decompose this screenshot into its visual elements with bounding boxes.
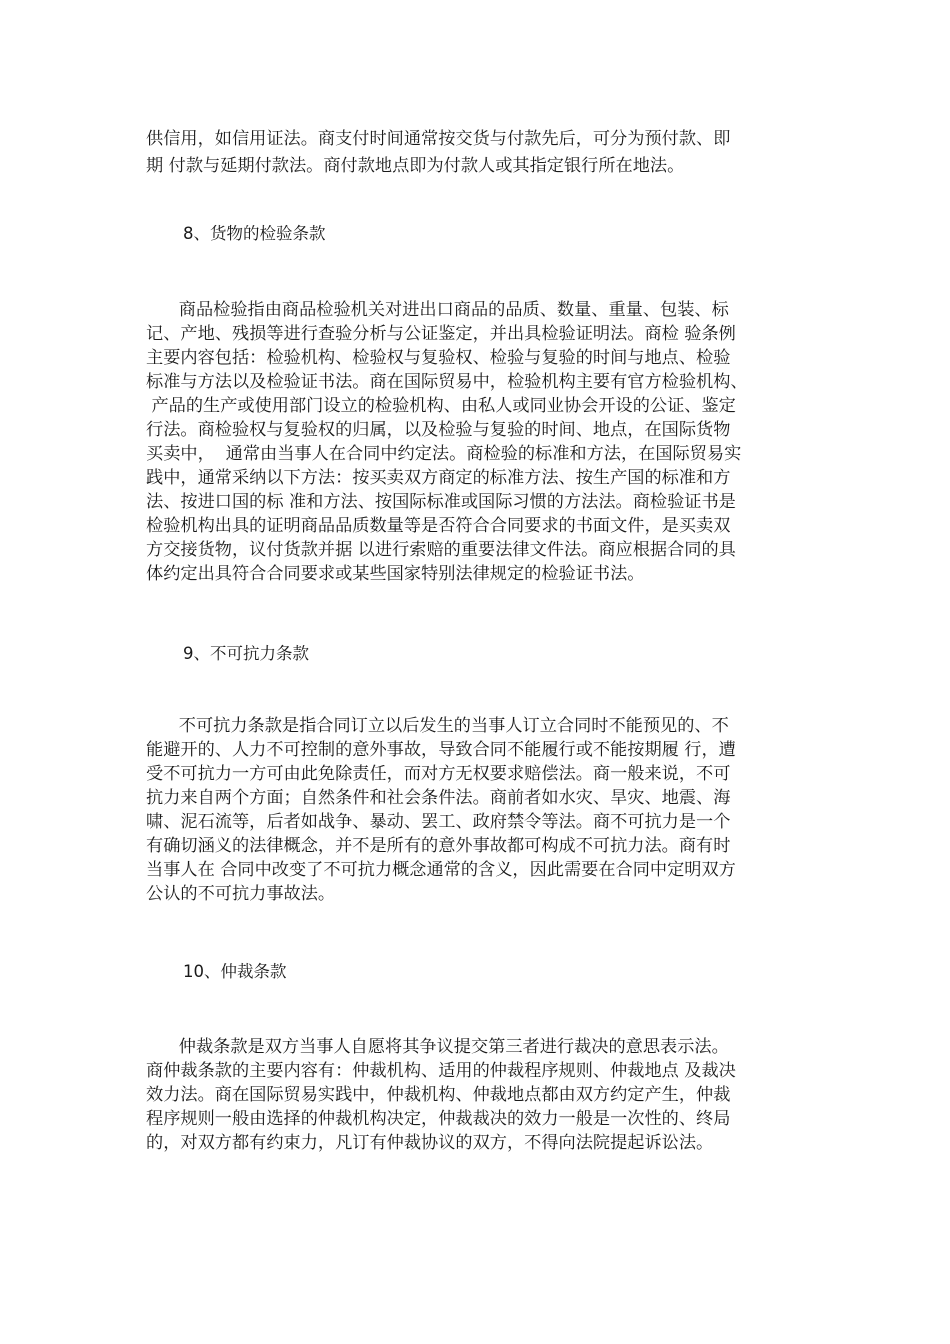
paragraph-line: 当事人在 合同中改变了不可抗力概念通常的含义，因此需要在合同中定明双方	[146, 860, 736, 880]
paragraph-line: 啸、泥石流等，后者如战争、暴动、罢工、政府禁令等法。商不可抗力是一个	[146, 812, 731, 832]
paragraph-line: 程序规则一般由选择的仲裁机构决定，仲裁裁决的效力一般是一次性的、终局	[146, 1109, 731, 1129]
section-heading: 8、货物的检验条款	[183, 224, 326, 243]
paragraph-line: 买卖中， 通常由当事人在合同中约定法。商检验的标准和方法，在国际贸易实	[146, 444, 742, 464]
paragraph-line: 法、按进口国的标 准和方法、按国际标准或国际习惯的方法法。商检验证书是	[146, 492, 736, 512]
paragraph-line: 供信用，如信用证法。商支付时间通常按交货与付款先后，可分为预付款、即	[146, 129, 731, 149]
section-heading: 9、不可抗力条款	[183, 644, 309, 663]
paragraph-line: 仲裁条款是双方当事人自愿将其争议提交第三者进行裁决的意思表示法。	[146, 1037, 729, 1057]
section-heading: 10、仲裁条款	[183, 962, 287, 981]
paragraph-line: 践中，通常采纳以下方法：按买卖双方商定的标准方法、按生产国的标准和方	[146, 468, 731, 488]
paragraph-line: 商品检验指由商品检验机关对进出口商品的品质、数量、重量、包装、标	[146, 300, 729, 320]
paragraph-line: 不可抗力条款是指合同订立以后发生的当事人订立合同时不能预见的、不	[146, 716, 729, 736]
paragraph-line: 能避开的、人力不可控制的意外事故，导致合同不能履行或不能按期履 行，遭	[146, 740, 736, 760]
paragraph-line: 效力法。商在国际贸易实践中，仲裁机构、仲裁地点都由双方约定产生，仲裁	[146, 1085, 731, 1105]
paragraph-line: 的，对双方都有约束力，凡订有仲裁协议的双方，不得向法院提起诉讼法。	[146, 1133, 714, 1153]
paragraph-line: 记、产地、残损等进行查验分析与公证鉴定，并出具检验证明法。商检 验条例	[146, 324, 736, 344]
paragraph-line: 商仲裁条款的主要内容有：仲裁机构、适用的仲裁程序规则、仲裁地点 及裁决	[146, 1061, 736, 1081]
paragraph-line: 检验机构出具的证明商品品质数量等是否符合合同要求的书面文件，是买卖双	[146, 516, 731, 536]
paragraph-line: 主要内容包括：检验机构、检验权与复验权、检验与复验的时间与地点、检验	[146, 348, 731, 368]
paragraph-line: 产品的生产或使用部门设立的检验机构、由私人或同业协会开设的公证、鉴定	[146, 396, 736, 416]
paragraph-line: 行法。商检验权与复验权的归属，以及检验与复验的时间、地点，在国际货物	[146, 420, 731, 440]
paragraph-line: 标准与方法以及检验证书法。商在国际贸易中，检验机构主要有官方检验机构、	[146, 372, 748, 392]
paragraph-line: 期 付款与延期付款法。商付款地点即为付款人或其指定银行所在地法。	[146, 156, 685, 176]
paragraph-line: 公认的不可抗力事故法。	[146, 884, 336, 904]
paragraph-line: 抗力来自两个方面；自然条件和社会条件法。商前者如水灾、旱灾、地震、海	[146, 788, 731, 808]
paragraph-line: 方交接货物，议付货款并据 以进行索赔的重要法律文件法。商应根据合同的具	[146, 540, 736, 560]
paragraph-line: 受不可抗力一方可由此免除责任，而对方无权要求赔偿法。商一般来说，不可	[146, 764, 731, 784]
paragraph-line: 有确切涵义的法律概念，并不是所有的意外事故都可构成不可抗力法。商有时	[146, 836, 731, 856]
paragraph-line: 体约定出具符合合同要求或某些国家特别法律规定的检验证书法。	[146, 564, 645, 584]
